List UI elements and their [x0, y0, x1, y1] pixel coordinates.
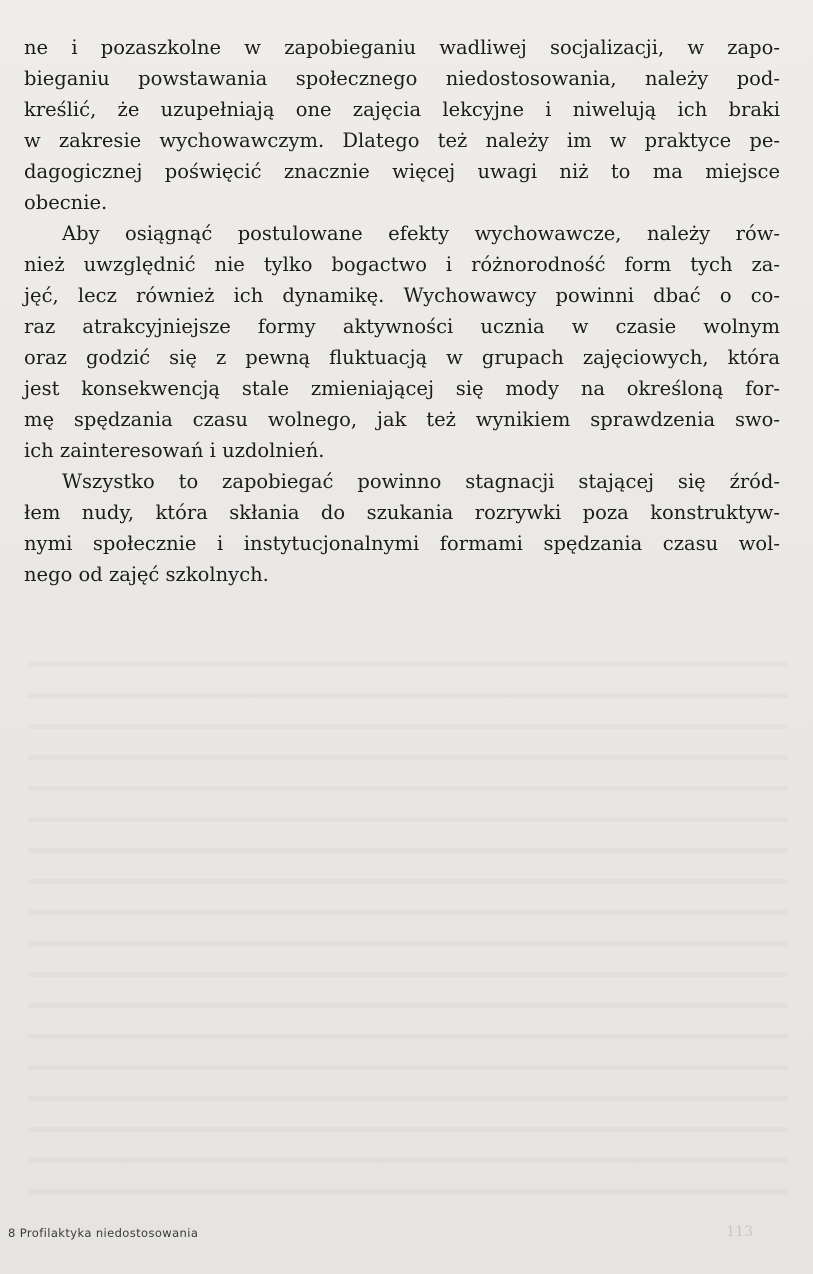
page-number: 113 [726, 1224, 753, 1240]
text-line: jest konsekwencją stale zmieniającej się mody na określoną for- [24, 377, 780, 400]
text-line: łem nudy, która skłania do szukania rozrywki poza konstruktyw- [24, 501, 780, 524]
text-line: kreślić, że uzupełniają one zajęcia lekcyjne i niwelują ich braki [24, 98, 780, 121]
text-line: obecnie. [24, 191, 108, 214]
text-line: raz atrakcyjniejsze formy aktywności ucznia w czasie wolnym [24, 315, 780, 338]
text-line: w zakresie wychowawczym. Dlatego też należy im w praktyce pe- [24, 129, 780, 152]
text-line: Wszystko to zapobiegać powinno stagnacji stającej się źród- [62, 470, 780, 493]
text-line: jęć, lecz również ich dynamikę. Wychowawcy powinni dbać o co- [24, 284, 780, 307]
text-line: nymi społecznie i instytucjonalnymi formami spędzania czasu wol- [24, 532, 780, 555]
bleed-through-text [28, 640, 788, 1200]
text-line: Aby osiągnąć postulowane efekty wychowawcze, należy rów- [62, 222, 780, 245]
text-line: nego od zajęć szkolnych. [24, 563, 269, 586]
text-line: ich zainteresowań i uzdolnień. [24, 439, 325, 462]
body-text [24, 32, 780, 590]
text-line: ne i pozaszkolne w zapobieganiu wadliwej socjalizacji, w zapo- [24, 36, 780, 59]
text-line: dagogicznej poświęcić znacznie więcej uwagi niż to ma miejsce [24, 160, 780, 183]
text-line: nież uwzględnić nie tylko bogactwo i różnorodność form tych za- [24, 253, 780, 276]
text-line: oraz godzić się z pewną fluktuacją w grupach zajęciowych, która [24, 346, 780, 369]
text-line: mę spędzania czasu wolnego, jak też wynikiem sprawdzenia swo- [24, 408, 780, 431]
footer-signature: 8 Profilaktyka niedostosowania [8, 1226, 199, 1240]
text-line: bieganiu powstawania społecznego niedostosowania, należy pod- [24, 67, 780, 90]
